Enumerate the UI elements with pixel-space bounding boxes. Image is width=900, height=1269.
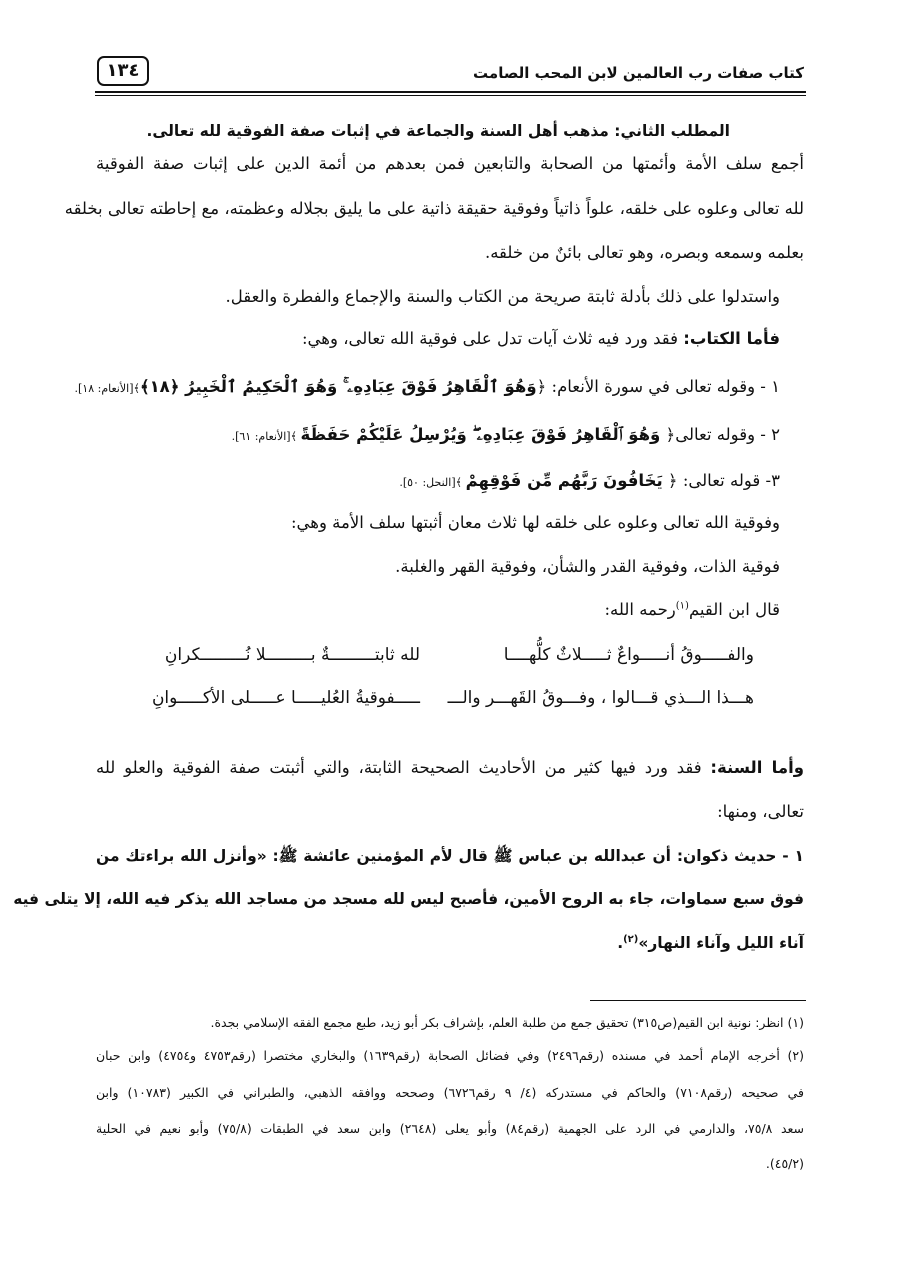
footnote-marker: (٢) [623,934,639,945]
hadith-line-end [96,934,804,952]
quran-ayah: وَهُوَ ٱلْقَاهِرُ فَوْقَ عِبَادِهِۦ ۚ وَهُوَ ٱلْحَكِيمُ ٱلْخَبِيرُ ﴿١٨﴾ [139,377,537,396]
verse-reference: ﴾[النحل: ٥٠]. [399,476,466,489]
paragraph-line: تعالى، ومنها: [717,802,804,821]
poem-hemistich-left: لله ثابتـــــــــةٌ بـــــــــلا نُـــــــــكرانِ [164,645,420,665]
quran-ayah: وَهُوَ ٱلْقَاهِرُ فَوْقَ عِبَادِهِۦ ۖ وَيُرْسِلُ عَلَيْكُمْ حَفَظَةً [300,425,661,444]
footnote-2-line: (٢) أخرجه الإمام أحمد في مسنده (رقم٢٤٩٦) وفي فضائل الصحابة (رقم١٦٣٩) والبخاري مختصرا (رقم٤٧٥٣ و٤٧٥٤) وابن حبان [96,1048,804,1063]
kitab-lead: فأما الكتاب: [683,329,780,348]
verse-prefix: ٢ - وقوله تعالى﴿ [660,425,780,444]
kitab-rest: فقد ورد فيه ثلاث آيات تدل على فوقية الله تعالى، وهي: [301,329,684,348]
sunna-intro-line [96,758,804,777]
hadith-text: آناء الليل وآناء النهار» [638,934,804,953]
paragraph-line: واستدلوا على ذلك بأدلة ثابتة صريحة من الكتاب والسنة والإجماع والفطرة والعقل. [225,287,780,306]
verse-line-2 [96,425,780,445]
sunna-lead: وأما السنة: [710,758,804,777]
paragraph-line: بعلمه وسمعه وبصره، وهو تعالى بائنٌ من خلقه. [484,243,804,262]
footnote-marker: (١) [675,600,689,612]
hadith-line: فوق سبع سماوات، جاء به الروح الأمين، فأصبح ليس لله مسجد من مساجد الله يذكر فيه الله، إلا يتلى فيه [13,890,804,908]
poem-hemistich-left: ـــــفوقيةُ العُليـــــا عـــــلى الأكـــــوانِ [151,688,420,708]
footnote-2-line: (٤٥/٢). [765,1156,804,1171]
citation-text-end: رحمه الله: [604,600,676,619]
verse-reference: ﴾[الأنعام: ٦١]. [231,430,301,443]
verse-line-1 [74,377,780,397]
header-rule [95,91,806,93]
paragraph-line: وفوقية الله تعالى وعلوه على خلقه لها ثلاث معان أثبتها سلف الأمة وهي: [290,513,780,532]
verse-prefix: ١ - وقوله تعالى في سورة الأنعام: ﴿ [536,377,780,396]
section-heading: المطلب الثاني: مذهب أهل السنة والجماعة في إثبات صفة الفوقية لله تعالى. [146,122,730,140]
paragraph-line: أجمع سلف الأمة وأئمتها من الصحابة والتابعين فمن بعدهم من أئمة الدين على إثبات صفة الفوقية [96,154,804,173]
footnote-separator [590,1000,806,1001]
quran-ayah: يَخَافُونَ رَبَّهُم مِّن فَوْقِهِمْ [465,471,663,490]
footnote-1: (١) انظر: نونية ابن القيم(ص٣١٥) تحقيق جمع من طلبة العلم، بإشراف بكر أبو زيد، طبع مجمع الفقه الإسلامي بجدة. [210,1015,804,1030]
verse-prefix: ٣- قوله تعالى: ﴿ [662,471,780,490]
page-number-box: ١٣٤ [97,56,149,86]
hadith-period: . [617,934,624,953]
kitab-intro-line [96,329,780,348]
poem-hemistich-right: هـــذا الـــذي قـــالوا ، وفـــوقُ القَهـــر والـــ [447,688,754,708]
footnote-2-line: في صحيحه (رقم٧١٠٨) والحاكم في مستدركه (٤/ ٩ رقم٦٧٢٦) وصححه ووافقه الذهبي، والطبراني في الكبير (١٠٧٨٣) وابن [96,1085,804,1100]
paragraph-line: فوقية الذات، وفوقية القدر والشأن، وفوقية القهر والغلبة. [395,557,780,576]
verse-reference: ﴾[الأنعام: ١٨]. [74,382,140,395]
verse-line-3 [96,471,780,490]
header-rule-thin [95,95,806,96]
sunna-rest: فقد ورد فيها كثير من الأحاديث الصحيحة الثابتة، والتي أثبتت صفة الفوقية والعلو لله [96,758,711,777]
hadith-line: ١ - حديث ذكوان: أن عبدالله بن عباس ﷺ قال لأم المؤمنين عائشة ﷺ: «وأنزل الله براءتك من [96,847,804,865]
footnote-2-line: سعد ٧٥/٨، والدارمي في الرد على الجهمية (رقم٨٤) وأبو يعلى (٢٦٤٨) وابن سعد في الطبقات (٧٥/٨) وأبو نعيم في الحلية [96,1121,805,1136]
poem-hemistich-right: والفـــــوقُ أنـــــواعٌ ثـــــلاثٌ كلُّهــــا [503,645,754,665]
paragraph-line: لله تعالى وعلوه على خلقه، علواً ذاتياً وفوقية حقيقة ذاتية على ما يليق بجلاله وعظمته، مع إحاطته تعالى بخلقه [64,199,804,218]
citation-line [96,600,780,619]
running-header-title: كتاب صفات رب العالمين لابن المحب الصامت [473,64,804,82]
citation-text: قال ابن القيم [688,600,780,619]
